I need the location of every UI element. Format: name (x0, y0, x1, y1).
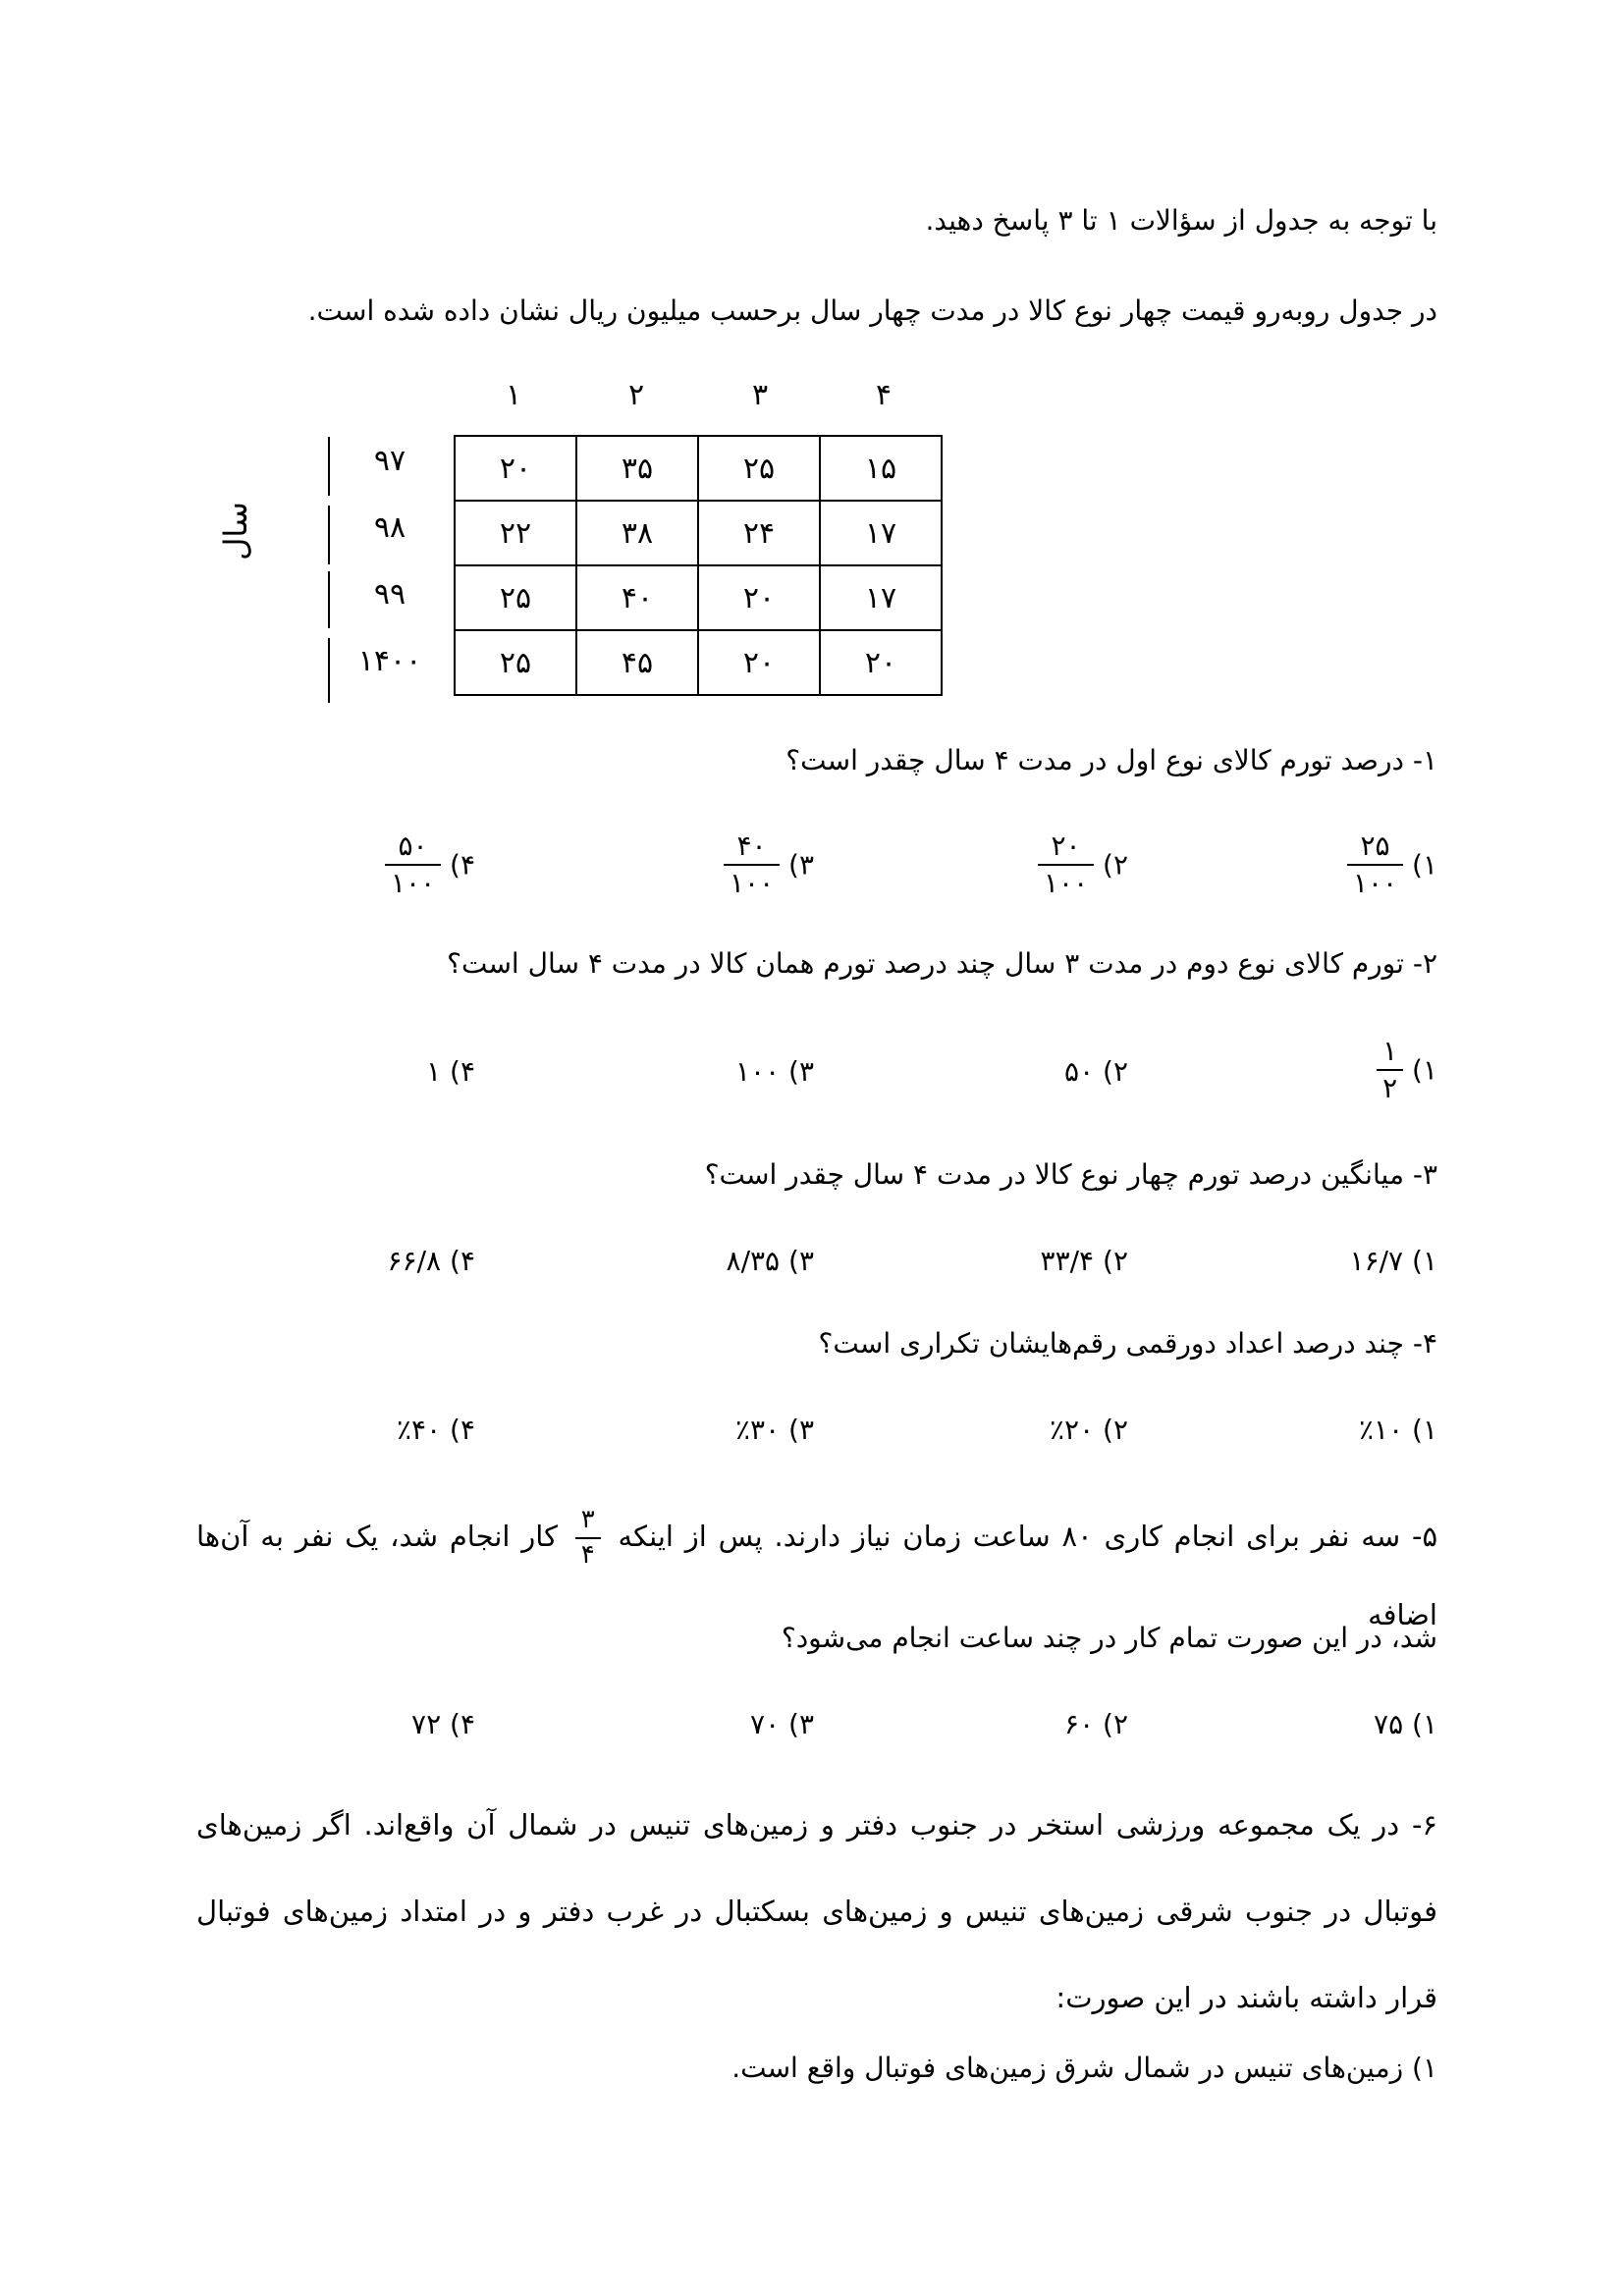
question-6-text: ۶- در یک مجموعه ورزشی استخر در جنوب دفتر و زمین‌های تنیس در شمال آن واقع‌اند. اگر زمین‌های فوتبال در جنوب شرقی زمین‌های تنیس و زمین‌های بسکتبال در غرب دفتر و در امتداد زمین‌های فوتبال قرار داشته باشند در این صورت: (196, 1808, 1437, 2014)
option-label: ۲) (1103, 848, 1128, 881)
q2-option-3 (735, 1055, 814, 1088)
table-cell: ۱۷ (820, 565, 942, 630)
column-header: ۲ (627, 378, 645, 412)
option-label: ۲) (1103, 1708, 1128, 1740)
option-value: ۷۵ (1374, 1708, 1404, 1740)
option-label: ۳) (788, 1055, 814, 1088)
option-value: ۳۳/۴ (1040, 1245, 1095, 1277)
q1-option-3 (714, 830, 814, 899)
fraction-numerator: ۱ (1377, 1036, 1403, 1071)
question-5-line-2: شد، در این صورت تمام کار در چند ساعت انجام می‌شود؟ (781, 1622, 1437, 1654)
option-value: ۱ (426, 1055, 442, 1088)
fraction-numerator: ۲۵ (1347, 830, 1403, 866)
table-cell: ۲۵ (455, 630, 576, 695)
question-1-text: ۱- درصد تورم کالای نوع اول در مدت ۴ سال چقدر است؟ (785, 744, 1437, 776)
option-value: ۶۰ (1064, 1708, 1095, 1740)
option-value: ٪۲۰ (1049, 1414, 1095, 1446)
option-label: ۲) (1103, 1055, 1128, 1088)
intro-line-2: در جدول روبه‌رو قیمت چهار نوع کالا در مدت چهار سال برحسب میلیون ریال نشان داده شده است. (307, 294, 1437, 327)
q5-text-before: ۵- سه نفر برای انجام کاری ۸۰ ساعت زمان نیاز دارند. پس از اینکه (618, 1520, 1438, 1553)
option-label: ۳) (788, 1414, 814, 1446)
row-year-label: ۹۸ (373, 510, 406, 545)
option-label: ۴) (450, 1414, 475, 1446)
option-label: ۲) (1103, 1245, 1128, 1277)
option-value: ۶۶/۸ (387, 1245, 442, 1277)
q6-option-1: ۱) زمین‌های تنیس در شمال شرق زمین‌های فوتبال واقع است. (731, 2052, 1437, 2084)
table-cell: ۲۴ (698, 501, 820, 565)
option-label: ۱) (1412, 1053, 1437, 1087)
table-cell: ۴۵ (576, 630, 698, 695)
option-value: ٪۳۰ (734, 1414, 781, 1446)
question-3-text: ۳- میانگین درصد تورم چهار نوع کالا در مدت ۴ سال چقدر است؟ (704, 1158, 1437, 1191)
q2-option-2 (1064, 1055, 1128, 1088)
option-value: ۷۲ (411, 1708, 442, 1740)
intro-line-1: با توجه به جدول از سؤالات ۱ تا ۳ پاسخ دهید. (925, 204, 1437, 237)
table-cell: ۳۸ (576, 501, 698, 565)
table-cell: ۲۲ (455, 501, 576, 565)
fraction (1377, 1036, 1403, 1104)
option-label: ۴) (450, 1055, 475, 1088)
row-year-label: ۱۴۰۰ (357, 644, 422, 678)
row-divider (328, 506, 330, 564)
fraction-numerator: ۳ (575, 1506, 601, 1539)
q3-option-1 (1350, 1245, 1437, 1277)
table-cell: ۲۰ (820, 630, 942, 695)
q4-option-3 (735, 1414, 814, 1446)
row-divider (328, 571, 330, 628)
fraction-denominator: ۱۰۰ (1043, 867, 1089, 900)
table-cell: ۲۵ (698, 436, 820, 501)
fraction-denominator: ۴ (580, 1540, 595, 1570)
table-cell: ۲۵ (455, 565, 576, 630)
fraction (1038, 830, 1094, 899)
q3-option-2 (1041, 1245, 1128, 1277)
option-label: ۴) (450, 848, 475, 881)
q2-option-4 (426, 1055, 475, 1088)
table-row (455, 501, 942, 565)
option-label: ۱) (1412, 1245, 1437, 1277)
row-divider (328, 437, 330, 496)
fraction (385, 830, 441, 899)
option-label: ۱) (1412, 1708, 1437, 1740)
fraction-numerator: ۵۰ (385, 830, 441, 866)
option-value: ۷۰ (750, 1708, 781, 1740)
q4-option-2 (1050, 1414, 1128, 1446)
option-label: ۴) (450, 1245, 475, 1277)
row-divider (328, 638, 330, 703)
table-cell: ۱۷ (820, 501, 942, 565)
option-value: ۸/۳۵ (726, 1245, 781, 1277)
column-header: ۳ (751, 378, 769, 412)
option-label: ۴) (450, 1708, 475, 1740)
option-value: ۱۶/۷ (1349, 1245, 1404, 1277)
fraction (1347, 830, 1403, 899)
option-value: ۵۰ (1064, 1055, 1095, 1088)
table-row (455, 565, 942, 630)
row-year-label: ۹۷ (373, 444, 406, 478)
fraction-numerator: ۴۰ (724, 830, 780, 866)
table-cell: ۲۰ (455, 436, 576, 501)
q5-text-after: کار انجام شد، یک نفر به آن‌ها اضافه (196, 1520, 1437, 1631)
q3-option-3 (727, 1245, 814, 1277)
table-cell: ۲۰ (698, 630, 820, 695)
q1-option-4 (375, 830, 475, 899)
option-value: ٪۴۰ (396, 1414, 442, 1446)
fraction (724, 830, 780, 899)
year-axis-label: سال (217, 502, 254, 561)
q1-option-1 (1337, 830, 1437, 899)
option-label: ۱) (1412, 1414, 1437, 1446)
q5-option-3 (750, 1708, 814, 1740)
fraction-numerator: ۲۰ (1038, 830, 1094, 866)
table-row (455, 436, 942, 501)
fraction (575, 1506, 601, 1571)
option-label: ۲) (1103, 1414, 1128, 1446)
table-cell: ۱۵ (820, 436, 942, 501)
column-header: ۱ (505, 378, 522, 412)
q2-option-1 (1367, 1036, 1437, 1104)
row-year-label: ۹۹ (373, 577, 406, 612)
table-cell: ۴۰ (576, 565, 698, 630)
q5-option-2 (1064, 1708, 1128, 1740)
question-4-text: ۴- چند درصد اعداد دورقمی رقم‌هایشان تکراری است؟ (818, 1327, 1437, 1360)
table-cell: ۳۵ (576, 436, 698, 501)
table-row (455, 630, 942, 695)
option-value: ٪۱۰ (1358, 1414, 1404, 1446)
fraction-denominator: ۱۰۰ (390, 867, 436, 900)
fraction-denominator: ۱۰۰ (1352, 867, 1398, 900)
option-label: ۳) (788, 1708, 814, 1740)
q3-option-4 (388, 1245, 475, 1277)
option-value: ۱۰۰ (734, 1055, 781, 1088)
column-header: ۴ (875, 378, 893, 412)
fraction-denominator: ۲ (1382, 1072, 1398, 1105)
q5-option-4 (411, 1708, 475, 1740)
table-cell: ۲۰ (698, 565, 820, 630)
q1-option-2 (1028, 830, 1128, 899)
option-label: ۳) (788, 1245, 814, 1277)
q5-option-1 (1374, 1708, 1437, 1740)
option-label: ۱) (1412, 848, 1437, 881)
q4-option-1 (1359, 1414, 1437, 1446)
question-2-text: ۲- تورم کالای نوع دوم در مدت ۳ سال چند درصد تورم همان کالا در مدت ۴ سال است؟ (447, 947, 1437, 980)
option-label: ۳) (788, 848, 814, 881)
fraction-denominator: ۱۰۰ (729, 867, 775, 900)
q4-option-4 (397, 1414, 475, 1446)
price-table (454, 435, 943, 696)
